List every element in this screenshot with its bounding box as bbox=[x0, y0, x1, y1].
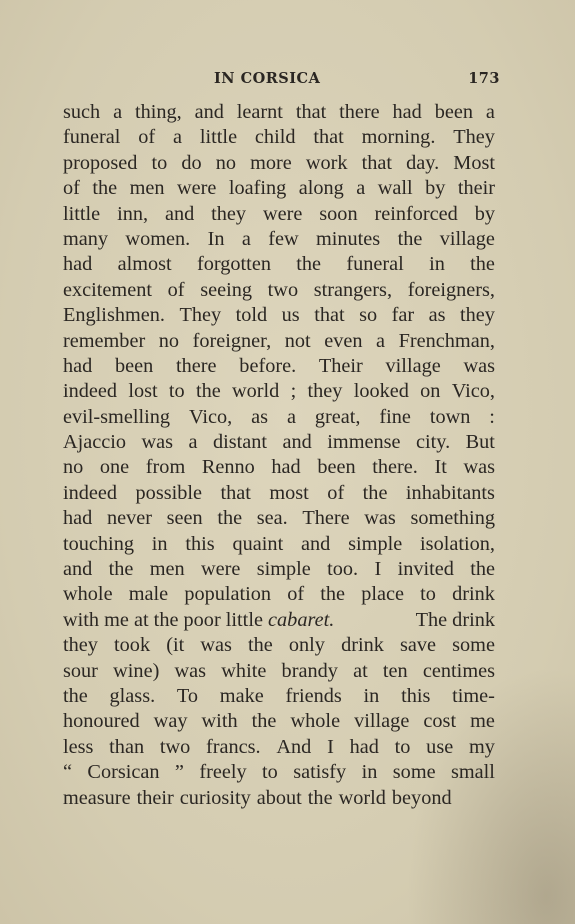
word: two bbox=[267, 278, 299, 301]
word: been bbox=[317, 456, 356, 479]
word: few bbox=[268, 227, 299, 250]
word: forgotten bbox=[196, 253, 271, 276]
word: Vico, bbox=[188, 405, 233, 428]
word: Englishmen. bbox=[63, 304, 165, 327]
word: to bbox=[168, 380, 185, 403]
word: remember bbox=[63, 329, 146, 352]
word: the bbox=[195, 380, 221, 403]
word: seeing bbox=[200, 278, 252, 301]
word: a bbox=[286, 405, 296, 428]
body-text bbox=[63, 100, 495, 811]
page-number: 173 bbox=[468, 70, 500, 87]
word: village bbox=[439, 227, 495, 250]
word: great, bbox=[314, 405, 361, 428]
word: make bbox=[219, 684, 264, 707]
word: the bbox=[470, 253, 495, 276]
word: invited bbox=[397, 558, 454, 581]
text-line bbox=[63, 278, 495, 303]
word: the bbox=[92, 177, 118, 200]
word: learnt bbox=[236, 101, 283, 123]
word: this bbox=[401, 684, 431, 707]
word: world bbox=[338, 786, 386, 809]
word: men bbox=[149, 558, 185, 581]
text-line bbox=[63, 329, 495, 354]
word: been bbox=[115, 354, 154, 377]
word: of bbox=[63, 177, 80, 200]
line-text-end: The drink bbox=[415, 608, 495, 631]
text-line bbox=[63, 252, 495, 277]
word: of bbox=[287, 583, 305, 606]
word: there bbox=[176, 354, 217, 377]
word: had bbox=[63, 253, 93, 276]
word: funeral bbox=[346, 253, 404, 276]
word: most bbox=[269, 481, 309, 504]
word: too. bbox=[327, 558, 359, 581]
word: little bbox=[63, 202, 101, 225]
word: was bbox=[174, 659, 207, 682]
word: Vico, bbox=[451, 380, 495, 403]
text-line bbox=[63, 354, 495, 379]
word: the bbox=[248, 634, 273, 657]
word: It bbox=[434, 456, 447, 479]
word: To bbox=[176, 684, 199, 707]
word: was bbox=[364, 507, 396, 530]
word: their bbox=[136, 786, 174, 809]
text-line bbox=[63, 532, 495, 557]
word: they bbox=[211, 202, 247, 225]
word: far bbox=[391, 304, 415, 327]
word: this bbox=[185, 532, 215, 555]
word: more bbox=[250, 151, 292, 174]
word: minutes bbox=[315, 227, 381, 250]
word: to bbox=[151, 151, 168, 174]
word: centimes bbox=[422, 659, 495, 682]
word: whole bbox=[290, 710, 341, 733]
word: beyond bbox=[391, 786, 452, 809]
word: there. bbox=[372, 456, 418, 479]
word: save bbox=[399, 634, 437, 657]
word: to bbox=[394, 735, 411, 758]
word: freely bbox=[199, 761, 247, 784]
word: a bbox=[485, 101, 495, 123]
word: But bbox=[465, 431, 495, 454]
word: as bbox=[428, 304, 446, 327]
word: “ bbox=[63, 761, 73, 784]
word: child bbox=[254, 126, 296, 149]
word: was bbox=[200, 634, 232, 657]
word: indeed bbox=[63, 481, 118, 504]
text-line bbox=[63, 455, 495, 480]
text-line bbox=[63, 506, 495, 531]
word: there bbox=[339, 101, 380, 123]
word: ; bbox=[290, 380, 297, 403]
word: that bbox=[313, 126, 344, 149]
word: proposed bbox=[63, 151, 138, 174]
word: the bbox=[217, 507, 243, 530]
word: friends bbox=[285, 684, 342, 707]
running-title: IN CORSICA bbox=[214, 70, 321, 87]
word: There bbox=[302, 507, 350, 530]
word: loafing bbox=[228, 177, 287, 200]
word: They bbox=[453, 126, 495, 149]
text-line bbox=[63, 684, 495, 709]
word: the bbox=[362, 481, 388, 504]
word: no bbox=[215, 151, 236, 174]
word: strangers, bbox=[313, 278, 393, 301]
word: the bbox=[251, 710, 277, 733]
word: no bbox=[158, 329, 180, 352]
word: isolation, bbox=[420, 532, 495, 555]
word: to bbox=[420, 583, 436, 606]
word: do bbox=[181, 151, 202, 174]
word: whole bbox=[63, 583, 113, 606]
word: : bbox=[489, 405, 495, 428]
text-line bbox=[63, 430, 495, 455]
word: on bbox=[420, 380, 441, 403]
word: city. bbox=[415, 431, 451, 454]
word: men bbox=[129, 177, 165, 200]
word: fine bbox=[379, 405, 411, 428]
word: looked bbox=[353, 380, 409, 403]
word: one bbox=[99, 456, 130, 479]
word: population bbox=[184, 583, 272, 606]
word: Most bbox=[453, 151, 495, 174]
text-line bbox=[63, 786, 495, 811]
text-line bbox=[63, 202, 495, 227]
word: the bbox=[397, 227, 423, 250]
word: the bbox=[63, 684, 88, 707]
word: was bbox=[141, 431, 174, 454]
word: that bbox=[220, 481, 251, 504]
word: village bbox=[385, 354, 441, 377]
word: many bbox=[63, 227, 109, 250]
text-line bbox=[63, 735, 495, 760]
word: by bbox=[425, 177, 446, 200]
word: was bbox=[463, 456, 495, 479]
word: Frenchman, bbox=[398, 329, 495, 352]
word: of bbox=[138, 126, 156, 149]
word: day. bbox=[406, 151, 440, 174]
word: brandy bbox=[281, 659, 338, 682]
word: than bbox=[109, 735, 145, 758]
word: their bbox=[457, 177, 495, 200]
word: of bbox=[167, 278, 185, 301]
word: wall bbox=[377, 177, 413, 200]
word: possible bbox=[135, 481, 203, 504]
word: by bbox=[474, 202, 495, 225]
word: honoured bbox=[63, 710, 140, 733]
word: foreigner, bbox=[192, 329, 272, 352]
word: funeral bbox=[63, 126, 121, 149]
word: with bbox=[201, 710, 238, 733]
word: had bbox=[63, 354, 93, 377]
word: almost bbox=[117, 253, 172, 276]
word: soon bbox=[319, 202, 358, 225]
word: the bbox=[320, 583, 346, 606]
word: work bbox=[305, 151, 348, 174]
word: curiosity bbox=[179, 786, 251, 809]
word: sour bbox=[63, 659, 98, 682]
word: cost bbox=[423, 710, 457, 733]
word: inhabitants bbox=[405, 481, 495, 504]
word: even bbox=[324, 329, 363, 352]
word: that bbox=[314, 304, 345, 327]
word: ” bbox=[174, 761, 184, 784]
word: francs. bbox=[206, 735, 261, 758]
line-text-start: with me at the poor little bbox=[63, 608, 263, 631]
word: way bbox=[153, 710, 188, 733]
word: indeed bbox=[63, 380, 118, 403]
word: immense bbox=[327, 431, 401, 454]
word: town bbox=[429, 405, 471, 428]
text-line bbox=[63, 582, 495, 607]
word: Their bbox=[318, 354, 363, 377]
word: inn, bbox=[117, 202, 149, 225]
word: no bbox=[63, 456, 84, 479]
word: something bbox=[410, 507, 495, 530]
word: Corsican bbox=[87, 761, 160, 784]
running-head bbox=[60, 70, 500, 92]
text-line bbox=[63, 303, 495, 328]
word: and bbox=[164, 202, 195, 225]
text-line bbox=[63, 659, 495, 684]
word: they bbox=[307, 380, 343, 403]
word: were bbox=[176, 177, 217, 200]
word: reinforced bbox=[374, 202, 458, 225]
word: had bbox=[392, 101, 422, 123]
word: and bbox=[282, 431, 312, 454]
word: that bbox=[295, 101, 327, 123]
text-line bbox=[63, 405, 495, 430]
word: measure bbox=[63, 786, 131, 809]
word: foreigners, bbox=[407, 278, 495, 301]
word: never bbox=[106, 507, 152, 530]
word: not bbox=[284, 329, 311, 352]
word: touching bbox=[63, 532, 134, 555]
word: along bbox=[298, 177, 344, 200]
word: ten bbox=[382, 659, 408, 682]
word: were bbox=[262, 202, 303, 225]
word: place bbox=[361, 583, 404, 606]
word: at bbox=[353, 659, 368, 682]
word: some bbox=[452, 634, 495, 657]
word: about bbox=[256, 786, 302, 809]
text-line bbox=[63, 176, 495, 201]
text-line bbox=[63, 608, 495, 633]
word: in bbox=[429, 253, 445, 276]
word: only bbox=[288, 634, 325, 657]
word: a bbox=[376, 329, 386, 352]
word: and bbox=[63, 558, 93, 581]
word: a bbox=[241, 227, 251, 250]
word: white bbox=[221, 659, 267, 682]
text-line bbox=[63, 760, 495, 785]
word: such bbox=[63, 101, 101, 123]
word: morning. bbox=[361, 126, 436, 149]
word: the bbox=[307, 786, 333, 809]
word: drink bbox=[341, 634, 384, 657]
word: male bbox=[128, 583, 169, 606]
word: that bbox=[361, 151, 393, 174]
word: lost bbox=[128, 380, 158, 403]
word: women. bbox=[125, 227, 191, 250]
word: And bbox=[276, 735, 312, 758]
word: satisfy bbox=[293, 761, 347, 784]
word: told bbox=[235, 304, 268, 327]
word: was bbox=[463, 354, 495, 377]
word: the bbox=[108, 558, 134, 581]
word: excitement bbox=[63, 278, 152, 301]
text-line bbox=[63, 709, 495, 734]
word: seen bbox=[166, 507, 203, 530]
word: they bbox=[460, 304, 495, 327]
word: to bbox=[262, 761, 278, 784]
word: me bbox=[470, 710, 495, 733]
word: world bbox=[232, 380, 280, 403]
word: Renno bbox=[201, 456, 255, 479]
word: village bbox=[354, 710, 410, 733]
text-line bbox=[63, 633, 495, 658]
word: simple bbox=[256, 558, 311, 581]
word: glass. bbox=[109, 684, 156, 707]
word: took bbox=[114, 634, 151, 657]
word: evil-smelling bbox=[63, 405, 171, 428]
word: sea. bbox=[256, 507, 288, 530]
word: of bbox=[327, 481, 345, 504]
line-text bbox=[63, 608, 334, 633]
word: in bbox=[361, 761, 378, 784]
word: in bbox=[151, 532, 168, 555]
word: little bbox=[199, 126, 238, 149]
word: wine) bbox=[113, 659, 160, 682]
text-line bbox=[63, 100, 495, 125]
word: thing, bbox=[134, 101, 182, 123]
word: drink bbox=[452, 583, 495, 606]
word: were bbox=[200, 558, 241, 581]
word: a bbox=[173, 126, 183, 149]
italic-word: cabaret. bbox=[268, 608, 335, 631]
word: been bbox=[434, 101, 473, 123]
word: in bbox=[363, 684, 380, 707]
word: quaint bbox=[232, 532, 284, 555]
word: they bbox=[63, 634, 98, 657]
word: as bbox=[251, 405, 269, 428]
word: had bbox=[63, 507, 93, 530]
word: I bbox=[327, 735, 334, 758]
word: and bbox=[301, 532, 331, 555]
word: before. bbox=[239, 354, 297, 377]
word: less bbox=[63, 735, 94, 758]
text-line bbox=[63, 379, 495, 404]
word: In bbox=[207, 227, 225, 250]
word: had bbox=[271, 456, 301, 479]
word: a bbox=[188, 431, 198, 454]
word: distant bbox=[212, 431, 268, 454]
word: Ajaccio bbox=[63, 431, 127, 454]
text-line bbox=[63, 125, 495, 150]
word: so bbox=[359, 304, 378, 327]
word: my bbox=[468, 735, 495, 758]
text-line bbox=[63, 481, 495, 506]
word: two bbox=[159, 735, 191, 758]
text-line bbox=[63, 557, 495, 582]
word: some bbox=[392, 761, 436, 784]
word: us bbox=[281, 304, 300, 327]
word: and bbox=[194, 101, 224, 123]
word: had bbox=[349, 735, 379, 758]
word: time- bbox=[452, 684, 495, 707]
word: use bbox=[426, 735, 454, 758]
word: simple bbox=[348, 532, 403, 555]
word: a bbox=[356, 177, 366, 200]
word: the bbox=[470, 558, 495, 581]
word: from bbox=[145, 456, 186, 479]
text-line bbox=[63, 151, 495, 176]
word: I bbox=[374, 558, 382, 581]
text-line bbox=[63, 227, 495, 252]
word: (it bbox=[166, 634, 185, 657]
word: the bbox=[296, 253, 322, 276]
word: a bbox=[113, 101, 123, 123]
word: small bbox=[451, 761, 495, 784]
word: They bbox=[179, 304, 222, 327]
